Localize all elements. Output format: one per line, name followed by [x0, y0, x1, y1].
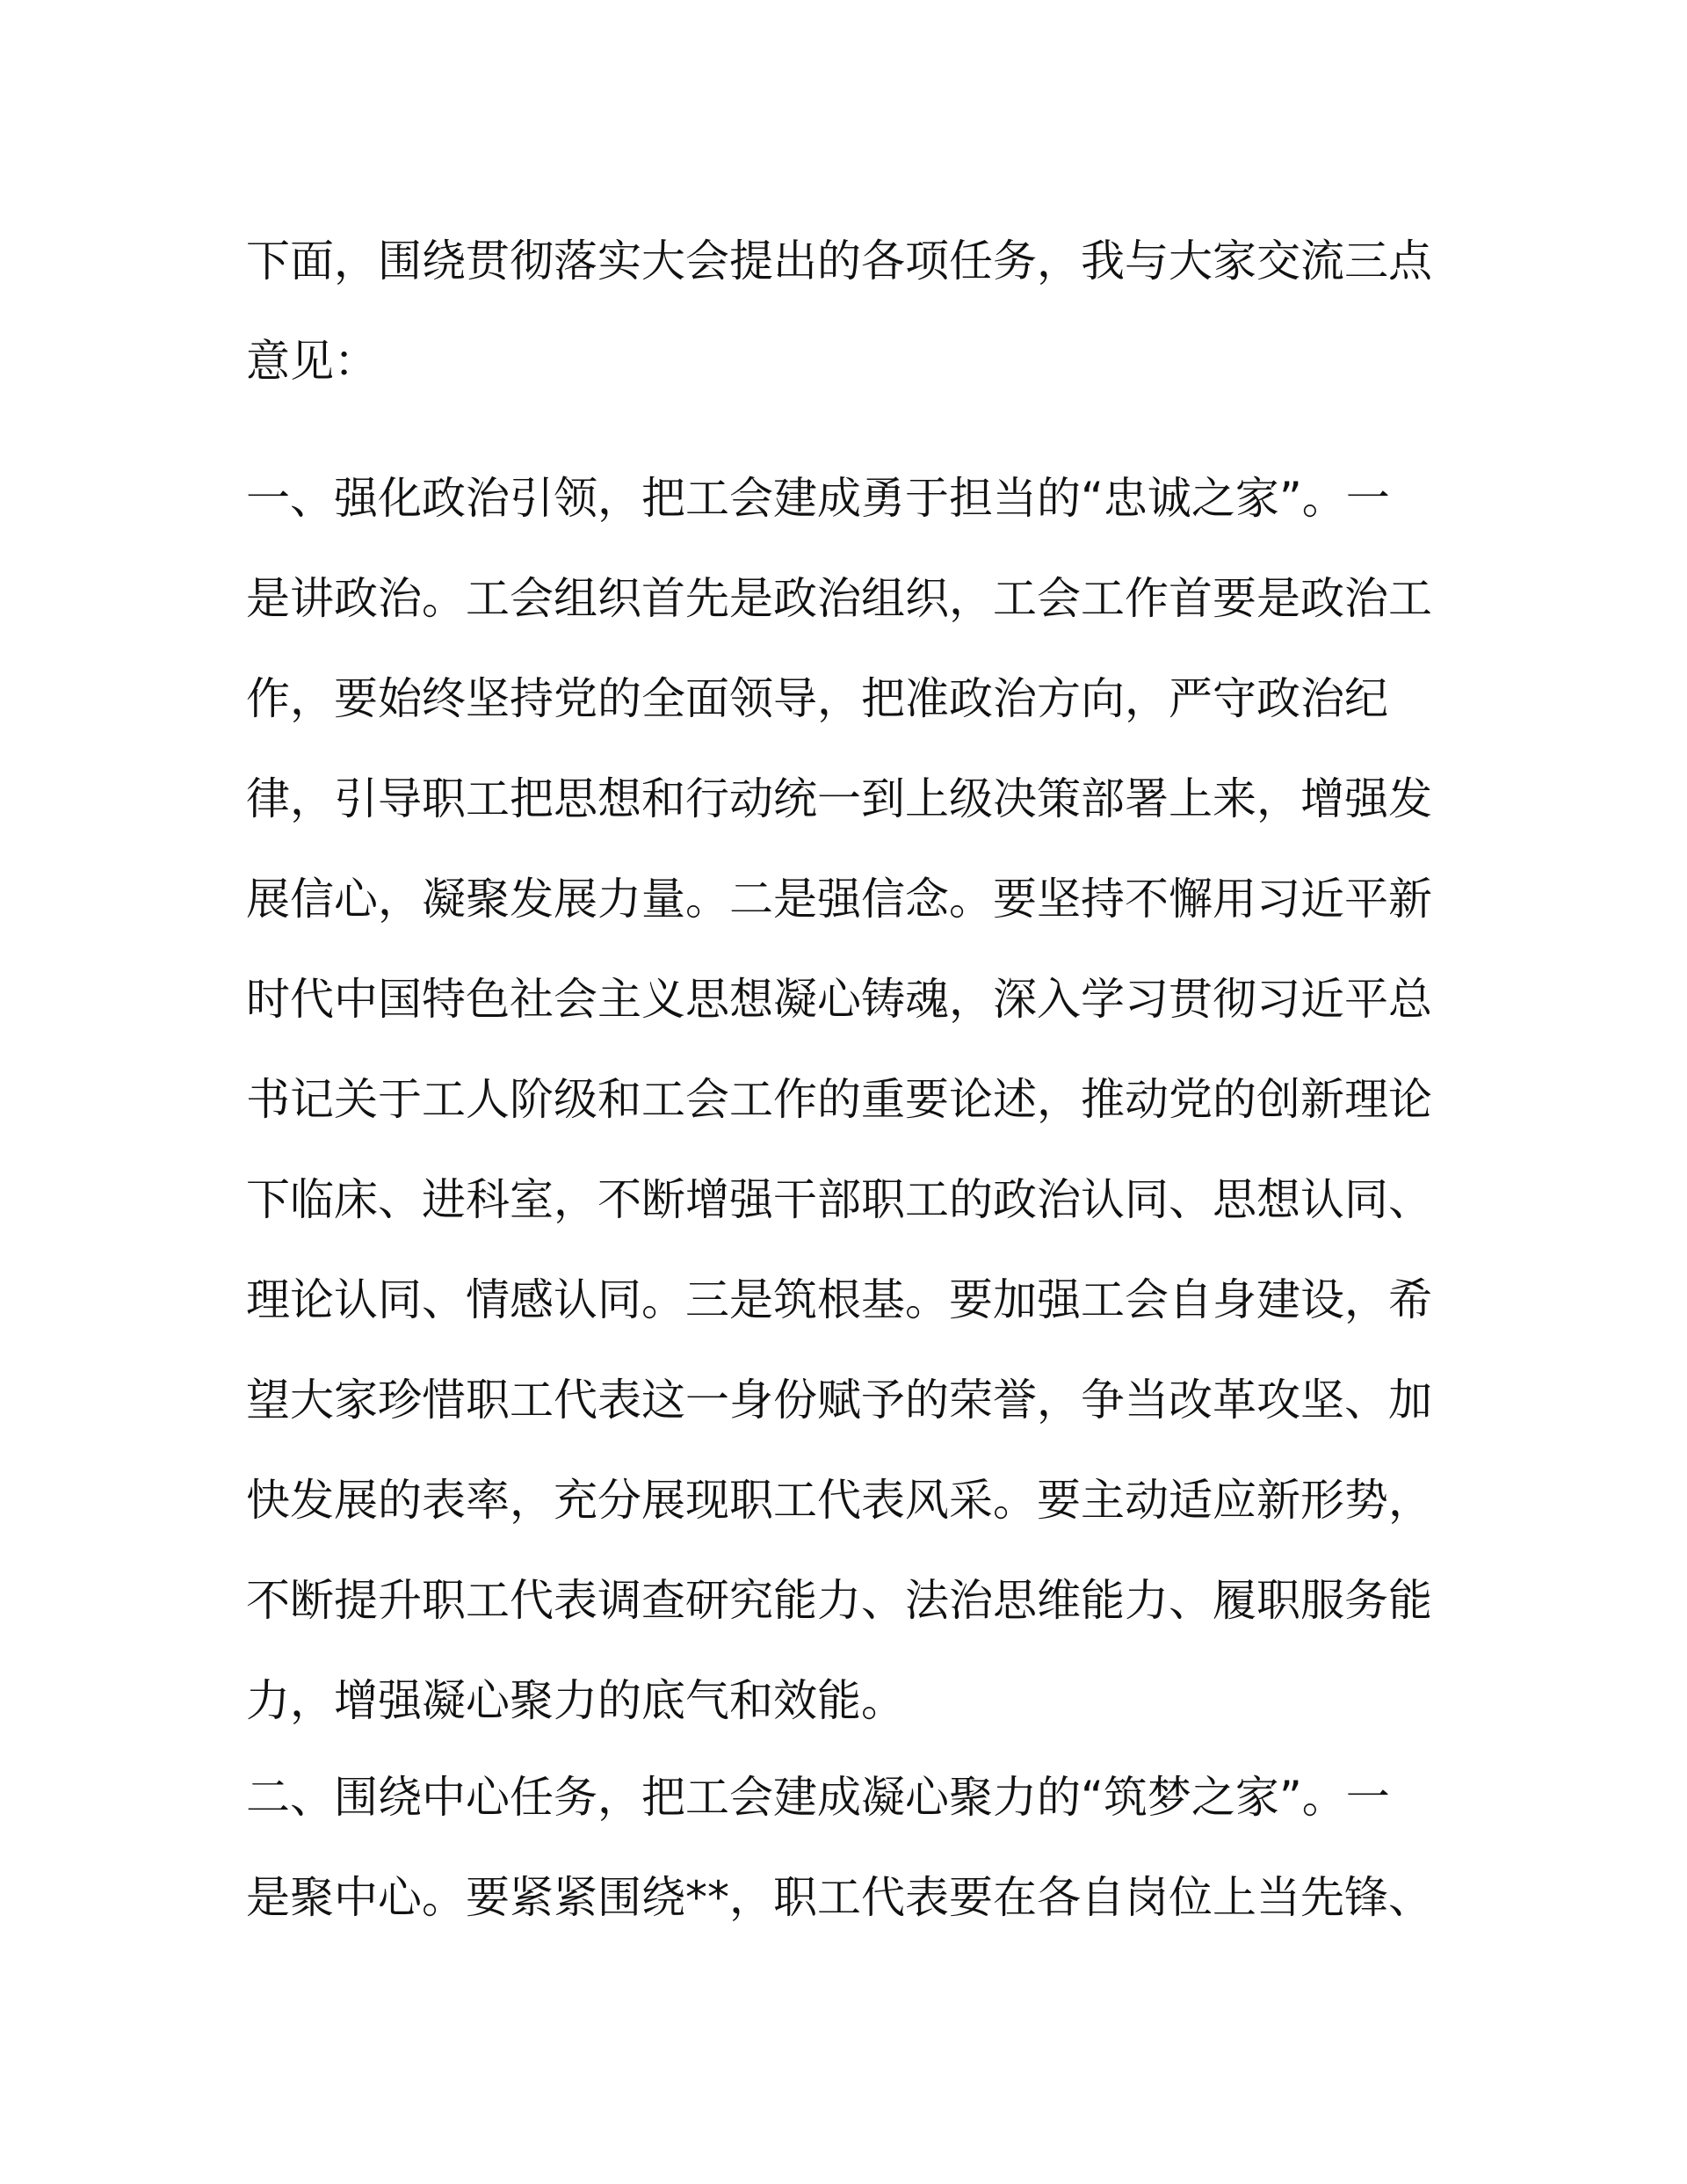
- text-line: 下面，围绕贯彻落实大会提出的各项任务，我与大家交流三点: [246, 236, 1432, 287]
- text-line: 是聚中心。要紧紧围绕**，职工代表要在各自岗位上当先锋、: [246, 1872, 1432, 1923]
- text-line: 二、围绕中心任务，把工会建成凝心聚力的“筑梦之家”。一: [246, 1772, 1390, 1823]
- paragraph-section-1: [246, 448, 1441, 1751]
- text-line: 望大家珍惜职工代表这一身份赋予的荣誉，争当改革攻坚、加: [246, 1375, 1432, 1426]
- text-line: 理论认同、情感认同。三是筑根基。要加强工会自身建设，希: [246, 1274, 1432, 1325]
- paragraph-intro: [246, 211, 1441, 411]
- text-line: 书记关于工人阶级和工会工作的重要论述，推动党的创新理论: [246, 1074, 1432, 1125]
- text-line: 作，要始终坚持党的全面领导，把准政治方向，严守政治纪: [246, 673, 1388, 724]
- text-line: 是讲政治。工会组织首先是政治组织，工会工作首要是政治工: [246, 573, 1432, 624]
- text-line: 一、强化政治引领，把工会建成勇于担当的“忠诚之家”。一: [246, 473, 1390, 524]
- text-line: 意见：: [246, 336, 378, 387]
- text-line: 律，引导职工把思想和行动统一到上级决策部署上来，增强发: [246, 773, 1432, 824]
- text-line: 下临床、进科室，不断增强干部职工的政治认同、思想认同、: [246, 1174, 1432, 1225]
- paragraph-section-2: [246, 1747, 1441, 1948]
- text-line: 时代中国特色社会主义思想凝心铸魂，深入学习贯彻习近平总: [246, 974, 1432, 1025]
- text-line: 不断提升职工代表调查研究能力、法治思维能力、履职服务能: [246, 1575, 1432, 1626]
- text-line: 展信心，凝聚发展力量。二是强信念。要坚持不懈用习近平新: [246, 874, 1432, 925]
- text-line: 力，增强凝心聚力的底气和效能。: [246, 1675, 905, 1726]
- text-line: 快发展的表率，充分展现职工代表风采。要主动适应新形势，: [246, 1475, 1432, 1526]
